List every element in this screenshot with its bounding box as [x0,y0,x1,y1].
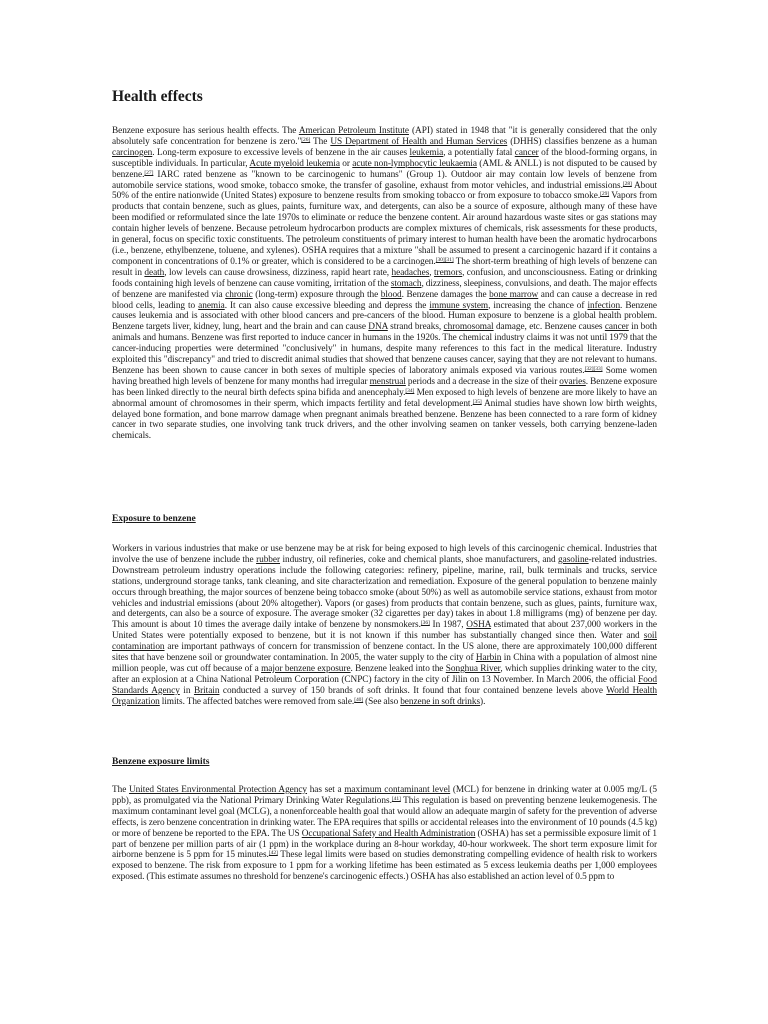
text-run: The [112,785,129,795]
text-run: (MCL) for benzene in drinking water at 0.005 mg/L (5 ppb), as promulgated via the National Primary Drinking Water Regulations. [112,785,657,806]
text-run: in China with a population of almost nine million people, was cut off because of a [112,653,657,674]
inline-link[interactable]: DNA [368,322,388,333]
citation-ref[interactable]: [27] [144,169,154,176]
inline-link[interactable]: immune system [429,300,489,311]
text-run: , which supplies drinking water to the city, after an explosion at a China National Petroleum Corporation (CNPC) factory in the city of Jilin on 13 November. In March 2006, the official [112,663,658,685]
inline-link[interactable]: Harbin [475,653,502,664]
inline-link[interactable]: chronic [225,289,253,300]
citation-ref[interactable]: [34] [405,387,415,394]
inline-link[interactable]: death [144,267,165,278]
inline-link[interactable]: Britain [193,685,220,696]
citation-ref[interactable]: [26] [301,136,311,143]
text-run: , [429,267,435,278]
inline-link[interactable]: Food Standards Agency [112,674,657,696]
text-run: periods and a decrease in the size of their [405,376,560,387]
text-run: ). [480,696,486,707]
text-run: in both animals and humans. Benzene was first reported to induce cancer in humans in the 1920s. The chemical industry claims it was not until 1979 that the cancer-inducing properties were determined "conclusively" in humans, despite many references to this fact in the medical literature. Industry exploited this "discrepancy" and tried to discredit animal studies that showed that benzene causes cancer, saying that they are not relevant to humans. Benzene has been shown to cause cancer in both sexes of multiple species of laboratory animals exposed via various routes. [112,322,657,376]
inline-link[interactable]: gasoline [558,554,589,565]
text-run: (See also [363,696,401,707]
heading-health-effects: Health effects [112,88,203,105]
inline-link[interactable]: blood [380,289,402,300]
text-run: has set a [307,785,345,795]
text-run: This regulation is based on preventing benzene leukemogenesis. The maximum contaminant level goal (MCLG), a nonenforceable health goal that would allow an adequate margin of safety for the prevention of adverse effects, is zero benzene concentration in drinking water. The EPA requires that spills or accidental releases into the environment of 10 pounds (4.5 kg) or more of benzene be reported to the EPA. The US [112,795,657,839]
text-run: Benzene exposure has serious health effects. The [112,126,299,136]
inline-link[interactable]: United States Environmental Protection Agency [128,785,308,795]
inline-link[interactable]: infection [587,300,621,311]
citation-ref[interactable]: [40] [354,696,364,703]
citation-ref[interactable]: [32][33] [584,365,603,372]
inline-link[interactable]: Songhua River [445,663,501,674]
inline-link[interactable]: soil contamination [112,631,657,653]
text-run: of the blood-forming organs, in susceptible individuals. In particular, [112,147,657,169]
inline-link[interactable]: cancer [514,147,539,158]
citation-ref[interactable]: [42] [268,850,278,857]
inline-link[interactable]: World Health Organization [112,685,657,707]
paragraph-limits [112,785,657,883]
inline-link[interactable]: leukemia [409,147,444,158]
text-run: . Benzene damages the [401,289,490,300]
inline-link[interactable]: benzene in soft drinks [400,696,481,707]
text-run: . Benzene leaked into the [350,663,446,674]
inline-link[interactable]: tremors [434,267,463,278]
inline-link[interactable]: major benzene exposure [261,663,351,674]
text-run: and can cause a decrease in red blood cells, leading to [112,289,658,311]
inline-link[interactable]: OSHA [466,620,491,631]
heading-exposure-limits: Benzene exposure limits [112,757,210,767]
text-run: are important pathways of concern for transmission of benzene contact. In the US alone, there are approximately 100,000 different sites that have benzene soil or groundwater contamination. In 2005, the water supply to the city of [112,642,657,664]
text-run: In 1987, [429,620,467,631]
text-run: IARC rated benzene as "known to be carcinogenic to humans" (Group 1). Outdoor air may contain low levels of benzene from automobile service stations, wood smoke, tobacco smoke, the transfer of gasoline, exhaust from motor vehicles, and industrial emissions. [112,169,657,191]
text-run: Some women having breathed high levels of benzene for many months had irregular [112,365,657,387]
inline-link[interactable]: American Petroleum Institute [298,126,409,136]
text-run: limits. The affected batches were removed from sale. [159,696,355,707]
inline-link[interactable]: acute non-lymphocytic leukaemia [352,158,477,169]
citation-ref[interactable]: [41] [391,795,401,802]
text-run: . It can also cause excessive bleeding and depress the [224,300,430,311]
text-run: , low levels can cause drowsiness, dizziness, rapid heart rate, [164,267,392,278]
citation-ref[interactable]: [28] [622,180,632,187]
citation-ref[interactable]: [35] [472,398,482,405]
heading-exposure-to-benzene: Exposure to benzene [112,514,196,524]
text-run: or [339,158,353,169]
paragraph-health-effects [112,126,657,442]
text-run: strand breaks, [387,322,444,333]
text-run: -related industries. Downstream petroleum industry operations include the following categories: refinery, pipeline, marine, rail, bulk terminals and trucks, service stations, underground storage tanks, tank cleaning, and site characterization and remediation. Exposure of the general population to benzene mainly occurs through breathing, the major sources of benzene being tobacco smoke (about 50%) as well as automobile service stations, exhaust from motor vehicles and industrial emissions (about 20% altogether). Vapors (or gases) from products that contain benzene, such as glues, paints, furniture wax, and detergents, can also be a source of exposure. The average smoker (32 cigarettes per day) takes in about 1.8 milligrams (mg) of benzene per day. This amount is about 10 times the average daily intake of benzene by nonsmokers. [112,554,657,631]
text-run: (OSHA) has set a permissible exposure limit of 1 part of benzene per million parts of air (1 ppm) in the workplace during an 8-hour workday, 40-hour workweek. The short term exposure limit for airborne benzene is 5 ppm for 15 minutes. [112,828,657,861]
text-run: (API) stated in 1948 that "it is generally considered that the only absolutely safe concentration for benzene is zero." [112,126,658,147]
text-run: The [310,136,331,147]
text-run: , dizziness, sleepiness, convulsions, and death. The major effects of benzene are manifested via [112,278,658,300]
inline-link[interactable]: chromosomal [443,322,494,333]
text-run: (AML & ANLL) is not disputed to be caused by benzene. [112,158,658,180]
text-run: About 50% of the entire nationwide (United States) exposure to benzene results from smoking tobacco or from exposure to tobacco smoke. [112,180,657,202]
inline-link[interactable]: ovaries [559,376,586,387]
inline-link[interactable]: bone marrow [489,289,539,300]
inline-link[interactable]: US Department of Health and Human Services [330,136,508,147]
text-run: Workers in various industries that make or use benzene may be at risk for being exposed to high levels of this carcinogenic chemical. Industries that involve the use of benzene include the [112,544,657,565]
text-run: , a potentially fatal [443,147,515,158]
citation-ref[interactable]: [30][31] [435,256,454,263]
text-run: , increasing the chance of [488,300,588,311]
text-run: The short-term breathing of high levels of benzene can result in [112,256,657,278]
inline-link[interactable]: headaches [391,267,430,278]
inline-link[interactable]: cancer [604,322,629,333]
paragraph-exposure [112,544,657,708]
text-run: . Long-term exposure to excessive levels of benzene in the air causes [152,147,410,158]
text-run: Animal studies have shown low birth weights, delayed bone formation, and bone marrow damage when pregnant animals breathed benzene. Benzene has been connected to a rare form of kidney cancer in two separate studies, one involving tank truck drivers, and the other involving seamen on tanker vessels, both carrying benzene-laden chemicals. [112,398,657,442]
text-run: in [179,685,194,696]
text-run: . Benzene causes leukemia and is associated with other blood cancers and pre-cancers of the blood. Human exposure to benzene is a global health problem. Benzene targets liver, kidney, lung, heart and the brain and can cause [112,300,657,333]
inline-link[interactable]: anemia [198,300,225,311]
inline-link[interactable]: Acute myeloid leukemia [249,158,340,169]
text-run: , confusion, and unconsciousness. Eating or drinking foods containing high levels of benzene can cause vomiting, irritation of the [112,267,658,289]
citation-ref[interactable]: [36] [420,620,430,627]
text-run: conducted a survey of 150 brands of soft drinks. It found that four contained benzene levels above [219,685,607,696]
text-run: estimated that about 237,000 workers in the United States were potentially exposed to benzene, but it is not known if this number has substantially changed since then. Water and [112,620,657,642]
text-run: Vapors from products that contain benzene, such as glues, paints, furniture wax, and detergents, can also be a source of exposure, although many of these have been modified or reformulated since the late 1970s to eliminate or reduce the benzene content. Air around hazardous waste sites or gas stations may contain higher levels of benzene. Because petroleum hydrocarbon products are complex mixtures of chemicals, risk assessments for these products, in general, focus on specific toxic constituents. The petroleum constituents of primary interest to human health have been the aromatic hydrocarbons (i.e., benzene, ethylbenzene, toluene, and xylenes). OSHA requires that a mixture "shall be assumed to present a carcinogenic hazard if it contains a component in concentrations of 0.1% or greater, which is considered to be a carcinogen. [112,191,657,267]
text-run: (DHHS) classifies benzene as a human [507,136,657,147]
text-run: Men exposed to high levels of benzene are more likely to have an abnormal amount of chromosomes in their sperm, which impacts fertility and fetal development. [112,387,657,409]
inline-link[interactable]: Occupational Safety and Health Administration [301,828,476,839]
inline-link[interactable]: maximum contaminant level [344,785,451,795]
text-run: industry, oil refineries, coke and chemical plants, shoe manufacturers, and [280,554,559,565]
inline-link[interactable]: menstrual [369,376,406,387]
text-run: These legal limits were based on studies demonstrating compelling evidence of health risk to workers exposed to benzene. The risk from exposure to 1 ppm for a working lifetime has been estimated as 5 excess leukemia deaths per 1,000 employees exposed. (This estimate assumes no threshold for benzene's carcinogenic effects.) OSHA has also established an action level of 0.5 ppm to [112,850,657,883]
text-run: . Benzene exposure has been linked directly to the neural birth defects spina bifida and anencephaly. [112,376,657,398]
text-run: damage, etc. Benzene causes [493,322,605,333]
inline-link[interactable]: rubber [256,554,281,565]
inline-link[interactable]: stomach [390,278,422,289]
inline-link[interactable]: carcinogen [112,147,153,158]
citation-ref[interactable]: [29] [600,191,610,198]
text-run: (long-term) exposure through the [252,289,381,300]
